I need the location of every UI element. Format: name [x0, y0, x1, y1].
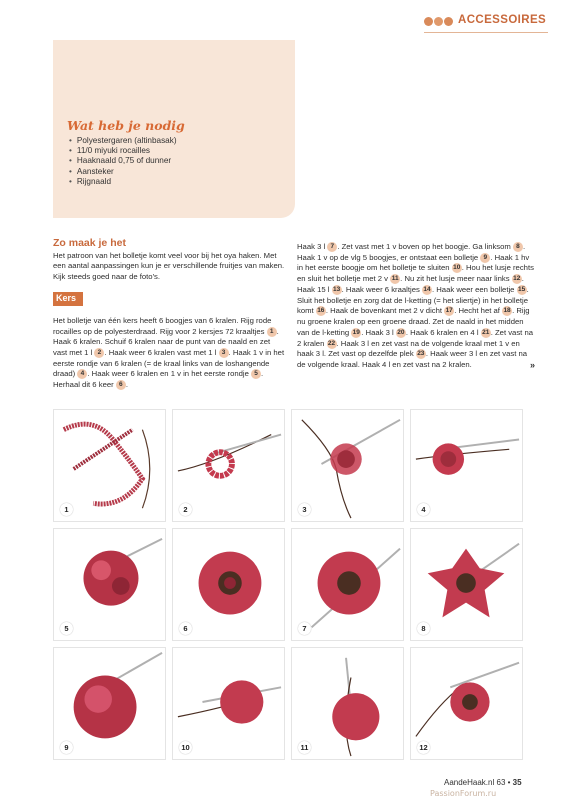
page-footer: AandeHaak.nl 63 • 35 [444, 778, 522, 787]
step-marker: 2 [94, 348, 104, 358]
text-run: . Nu zit het lusje meer naar links [400, 274, 510, 284]
step-marker: 8 [513, 242, 523, 252]
photo-number: 9 [60, 741, 73, 754]
step-marker: 15 [517, 285, 526, 293]
kers-continued-paragraph [297, 242, 535, 371]
photo-number: 5 [60, 622, 73, 635]
step-marker: 18 [503, 307, 511, 315]
materials-title: Wat heb je nodig [67, 118, 185, 133]
text-run: . Rijg nu groene kralen op een groene draad. Zet de naald in het midden van de l-ketting [297, 306, 530, 337]
text-run: . Zet vast met 1 v boven op het boogje. Ga linksom [337, 242, 511, 252]
text-run: . Haak weer 3 l en zet vast na de volgende kraal. Haak 4 l en zet vast na 2 kralen. [297, 349, 528, 370]
materials-item: • Aansteker [69, 167, 177, 177]
photo-number: 11 [298, 741, 311, 754]
step-photo [172, 647, 285, 760]
text-run: . Herhaal dit 6 keer [53, 369, 264, 390]
materials-box [53, 40, 295, 218]
materials-item: • Polyestergaren (altinbasak) [69, 136, 177, 146]
step-photo [291, 647, 404, 760]
text-run: . Haak 1 v op de vlg 5 boogjes, er ontstaat een bolletje [297, 242, 526, 262]
text-run: . Zet vast na 2 kralen [297, 327, 534, 348]
page-number: 35 [512, 778, 522, 787]
step-photo [410, 409, 523, 522]
step-marker: 3 [219, 348, 229, 358]
header-decoration-dots [424, 17, 453, 26]
photo-number: 12 [417, 741, 430, 754]
text-run: . Haak weer een bolletje [431, 284, 515, 294]
materials-list [69, 136, 177, 187]
kers-paragraph [53, 316, 285, 391]
text-run: . Haak 6 kralen en 4 l [405, 327, 479, 337]
text-run: . Sluit het bolletje en zorg dat de l-ketting (= het sliertje) in het bolletje komt [297, 284, 529, 316]
text-run: . Haak de bovenkant met 2 v dicht [325, 306, 443, 316]
step-marker: 16 [317, 307, 325, 315]
section-title: ACCESSOIRES [458, 14, 547, 26]
text-run: . [125, 380, 128, 390]
step-marker: 13 [333, 285, 341, 293]
text-run: . Haak 3 l en zet vast na de volgende kraal met 1 v en haak 3 l. Zet vast op dezelfde plek [297, 338, 520, 359]
photo-number: 10 [179, 741, 192, 754]
step-marker: 19 [352, 328, 360, 336]
step-photo [410, 647, 523, 760]
step-marker: 7 [327, 242, 337, 252]
materials-item: • 11/0 miyuki rocailles [69, 146, 177, 156]
text-run: . Haak weer 6 kralen vast met 1 l [104, 347, 217, 357]
step-marker: 5 [251, 369, 261, 379]
step-photo [172, 409, 285, 522]
text-run: . Haak weer 6 kraaltjes [341, 284, 420, 294]
step-marker: 10 [453, 264, 461, 272]
photo-number: 1 [60, 503, 73, 516]
step-marker: 22 [327, 339, 336, 347]
text-run: Haak 3 l [297, 242, 326, 252]
step-marker: 11 [391, 275, 399, 283]
materials-item: • Rijgnaald [69, 177, 177, 187]
photo-number: 3 [298, 503, 311, 516]
photo-number: 8 [417, 622, 430, 635]
instructions-right-column [297, 242, 535, 371]
photo-number: 6 [179, 622, 192, 635]
step-photo [410, 528, 523, 641]
page-header [0, 0, 566, 38]
text-run: . Haak 1 v in het eerste rondje van 6 kralen (= de kraal links van de loshangende draad) [53, 347, 285, 379]
materials-item: • Haaknaald 0,75 of dunner [69, 156, 177, 166]
footer-site: AandeHaak.nl [444, 778, 495, 787]
howto-intro: Het patroon van het bolletje komt veel voor bij het oya haken. Met een aantal aanpassingen kun je er verschillende fruitjes van maken. Kijk steeds goed naar de foto's. [53, 250, 285, 282]
text-run: . Hecht het af [454, 306, 500, 316]
text-run: Het bolletje van één kers heeft 6 boogjes van 6 kralen. Rijg rode rocailles op de polyesterdraad. Rijg voor 2 kersjes 72 kraaltjes [53, 315, 272, 336]
step-marker: 23 [417, 350, 425, 358]
step-marker: 21 [482, 328, 490, 336]
footer-issue: 63 [496, 778, 506, 787]
step-marker: 20 [397, 328, 405, 336]
step-marker: 9 [480, 253, 490, 263]
watermark: PassionForum.ru [430, 789, 497, 798]
text-run: . Hou het lusje rechts en sluit het bolletje met 2 v [297, 263, 534, 284]
step-marker: 12 [513, 275, 521, 283]
step-photo [291, 528, 404, 641]
step-photo [53, 409, 166, 522]
text-run: . Haak 1 hv in het eerste boogje om het bolletje te sluiten [297, 252, 530, 273]
text-run: . Haak weer 6 kralen en 1 v in het eerste rondje [87, 369, 249, 379]
continue-arrow-icon: » [529, 360, 535, 371]
step-marker: 14 [423, 285, 431, 293]
step-marker: 1 [267, 327, 277, 337]
howto-heading: Zo maak je het [53, 237, 126, 249]
step-photo [291, 409, 404, 522]
text-run: . Haak 15 l [297, 274, 524, 294]
step-photo [53, 647, 166, 760]
instructions-left-column [53, 238, 285, 391]
step-marker: 6 [116, 380, 126, 390]
header-divider [424, 32, 548, 33]
photo-number: 4 [417, 503, 430, 516]
step-photo [172, 528, 285, 641]
photo-number: 7 [298, 622, 311, 635]
kers-label: Kers [53, 292, 83, 306]
text-run: . Haak 6 kralen. Schuif 6 kralen naar de punt van de naald en zet vast met 1 l [53, 326, 279, 357]
step-marker: 4 [77, 369, 87, 379]
step-photo [53, 528, 166, 641]
step-photo-grid [53, 409, 521, 760]
text-run: . Haak 3 l [361, 327, 394, 337]
photo-number: 2 [179, 503, 192, 516]
step-marker: 17 [445, 307, 453, 315]
